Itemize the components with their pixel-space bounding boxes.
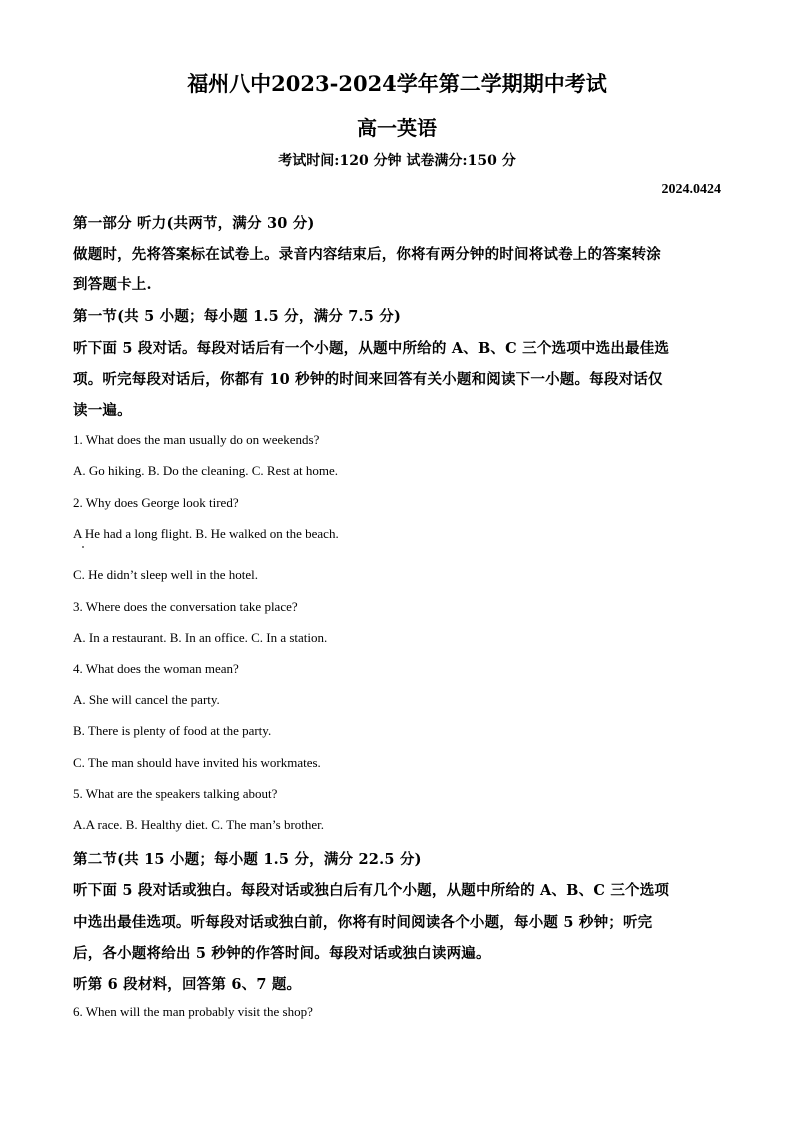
question-6: 6. When will the man probably visit the shop? xyxy=(73,1004,313,1019)
exam-info: 考试时间:120 分钟 试卷满分:150 分 xyxy=(278,153,516,169)
part-one-heading: 第一部分 听力(共两节，满分 30 分) xyxy=(73,215,315,232)
stray-dot xyxy=(82,546,84,548)
instruction-line: 项。听完每段对话后，你都有 10 秒钟的时间来回答有关小题和阅读下一小题。每段对话仅 xyxy=(73,371,663,388)
options-3: A. In a restaurant. B. In an office. C. In a station. xyxy=(73,630,328,645)
section-two-heading: 第二节(共 15 小题；每小题 1.5 分，满分 22.5 分) xyxy=(73,851,422,868)
exam-subject: 高一英语 xyxy=(357,116,437,140)
options-5: A.A race. B. Healthy diet. C. The man’s brother. xyxy=(73,817,325,832)
material-6-heading: 听第 6 段材料，回答第 6、7 题。 xyxy=(73,976,302,993)
question-1: 1. What does the man usually do on weekends? xyxy=(73,432,320,447)
question-2: 2. Why does George look tired? xyxy=(73,495,239,510)
instruction-line: 到答题卡上. xyxy=(73,276,152,293)
option-4c: C. The man should have invited his workmates. xyxy=(73,755,321,770)
options-2-c: C. He didn’t sleep well in the hotel. xyxy=(73,567,258,582)
question-4: 4. What does the woman mean? xyxy=(73,661,239,676)
instruction-line: 读一遍。 xyxy=(73,402,132,419)
instruction-line: 听下面 5 段对话。每段对话后有一个小题，从题中所给的 A、B、C 三个选项中选出最佳选 xyxy=(73,340,670,357)
question-5: 5. What are the speakers talking about? xyxy=(73,786,278,801)
options-2-ab: A He had a long flight. B. He walked on the beach. xyxy=(73,526,339,541)
option-4a: A. She will cancel the party. xyxy=(73,692,220,707)
exam-title: 福州八中2023-2024学年第二学期期中考试 xyxy=(187,71,607,96)
options-1: A. Go hiking. B. Do the cleaning. C. Rest at home. xyxy=(73,463,339,478)
exam-date: 2024.0424 xyxy=(661,182,721,197)
instruction-line: 做题时，先将答案标在试卷上。录音内容结束后，你将有两分钟的时间将试卷上的答案转涂 xyxy=(73,246,661,263)
instruction-line: 听下面 5 段对话或独白。每段对话或独白后有几个小题，从题中所给的 A、B、C 三个选项 xyxy=(73,882,670,899)
instruction-line: 后，各小题将给出 5 秒钟的作答时间。每段对话或独白读两遍。 xyxy=(73,945,491,962)
instruction-line: 中选出最佳选项。听每段对话或独白前，你将有时间阅读各个小题，每小题 5 秒钟；听完 xyxy=(73,914,653,931)
section-one-heading: 第一节(共 5 小题；每小题 1.5 分，满分 7.5 分) xyxy=(73,308,402,325)
option-4b: B. There is plenty of food at the party. xyxy=(73,723,272,738)
question-3: 3. Where does the conversation take place? xyxy=(73,599,298,614)
